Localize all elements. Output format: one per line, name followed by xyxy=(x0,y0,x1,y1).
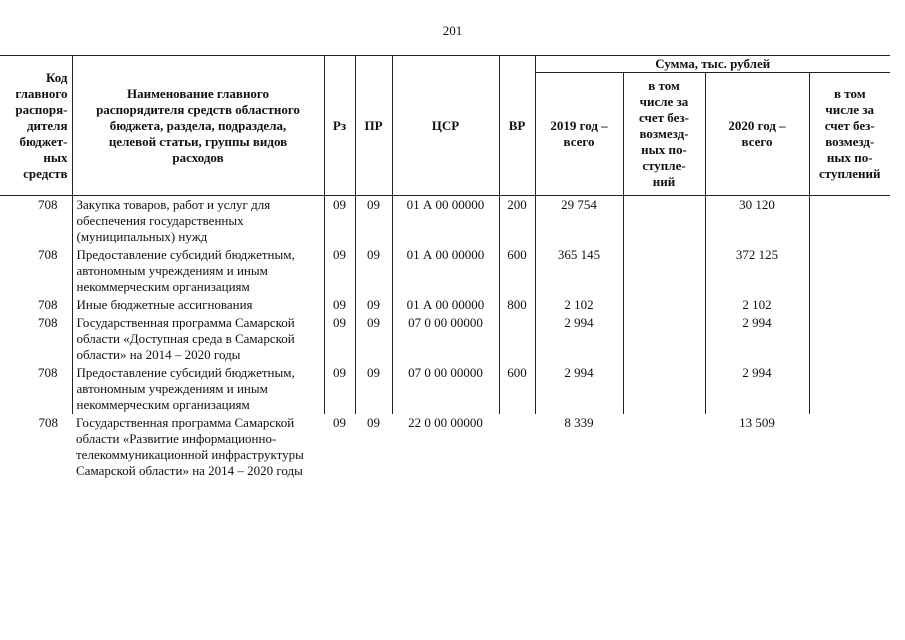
header-code: Код главного распоря- дителя бюджет- ных средств xyxy=(0,56,72,196)
table-row xyxy=(0,414,890,480)
row-name: Иные бюджетные ассигнования xyxy=(72,296,324,314)
header-pr: ПР xyxy=(355,56,392,196)
table-row xyxy=(0,196,890,247)
row-pr: 09 xyxy=(367,415,380,430)
row-2020-total: 2 102 xyxy=(705,296,809,314)
budget-table xyxy=(0,55,890,480)
row-2019-grant xyxy=(623,364,705,414)
row-code: 708 xyxy=(0,246,72,296)
row-vr xyxy=(499,314,535,364)
row-2019-total: 29 754 xyxy=(535,196,623,247)
row-2020-total: 2 994 xyxy=(705,314,809,364)
header-2019-grant: в том числе за счет без- возмезд- ных по- ступле- ний xyxy=(623,73,705,196)
row-pr: 09 xyxy=(355,314,392,364)
row-name: Предоставление субсидий бюджетным, автономным учреждениям и иным некоммерческим организациям xyxy=(72,364,324,414)
row-2020-total: 13 509 xyxy=(739,415,775,430)
row-name: Государственная программа Самарской области «Доступная среда в Самарской области» на 2014 – 2020 годы xyxy=(72,314,324,364)
row-vr: 200 xyxy=(499,196,535,247)
row-2019-total: 8 339 xyxy=(564,415,594,430)
row-pr: 09 xyxy=(355,296,392,314)
row-rz: 09 xyxy=(324,246,355,296)
row-vr: 800 xyxy=(499,296,535,314)
header-name: Наименование главного распорядителя средств областного бюджета, раздела, подраздела, целевой статьи, группы видов расходов xyxy=(72,56,324,196)
row-code: 708 xyxy=(0,296,72,314)
header-csr: ЦСР xyxy=(392,56,499,196)
row-2020-total: 2 994 xyxy=(705,364,809,414)
row-2020-grant xyxy=(809,296,890,314)
row-pr: 09 xyxy=(355,196,392,247)
row-rz: 09 xyxy=(324,296,355,314)
row-csr: 01 А 00 00000 xyxy=(392,196,499,247)
row-rz: 09 xyxy=(333,415,346,430)
row-rz: 09 xyxy=(324,314,355,364)
row-2020-grant xyxy=(809,314,890,364)
row-2019-grant xyxy=(623,414,705,480)
row-pr: 09 xyxy=(355,364,392,414)
row-csr: 01 А 00 00000 xyxy=(392,246,499,296)
row-2019-total: 2 102 xyxy=(535,296,623,314)
table-row xyxy=(0,314,890,364)
row-2020-grant xyxy=(809,364,890,414)
row-code: 708 xyxy=(0,196,72,247)
page-number: 201 xyxy=(442,23,463,38)
row-2019-total: 2 994 xyxy=(535,314,623,364)
header-sum: Сумма, тыс. рублей xyxy=(535,56,890,73)
header-vr: ВР xyxy=(499,56,535,196)
table-body xyxy=(0,196,890,481)
row-2019-total: 365 145 xyxy=(535,246,623,296)
row-2019-total: 2 994 xyxy=(535,364,623,414)
table-row xyxy=(0,296,890,314)
header-2019-total: 2019 год – всего xyxy=(535,73,623,196)
row-2019-grant xyxy=(623,246,705,296)
row-2019-grant xyxy=(623,296,705,314)
row-2020-grant xyxy=(809,414,890,480)
row-code: 708 xyxy=(0,364,72,414)
row-pr: 09 xyxy=(355,246,392,296)
row-2020-grant xyxy=(809,246,890,296)
row-rz: 09 xyxy=(324,364,355,414)
row-csr: 07 0 00 00000 xyxy=(392,314,499,364)
header-2020-total: 2020 год – всего xyxy=(705,73,809,196)
row-rz: 09 xyxy=(324,196,355,247)
row-name: Закупка товаров, работ и услуг для обеспечения государственных (муниципальных) нужд xyxy=(72,196,324,247)
row-vr: 600 xyxy=(499,364,535,414)
row-name: Предоставление субсидий бюджетным, автономным учреждениям и иным некоммерческим организациям xyxy=(72,246,324,296)
row-2020-grant xyxy=(809,196,890,247)
row-name: Государственная программа Самарской области «Развитие информационно-телекоммуникационной инфраструктуры Самарской области» на 2014 – 2020 годы xyxy=(76,415,304,478)
row-csr: 22 0 00 00000 xyxy=(408,415,483,430)
row-2020-total: 372 125 xyxy=(705,246,809,296)
row-vr: 600 xyxy=(499,246,535,296)
header-2020-grant: в том числе за счет без- возмезд- ных по- ступлений xyxy=(809,73,890,196)
row-2019-grant xyxy=(623,314,705,364)
row-csr: 01 А 00 00000 xyxy=(392,296,499,314)
table-row xyxy=(0,246,890,296)
row-csr: 07 0 00 00000 xyxy=(392,364,499,414)
row-code: 708 xyxy=(38,415,58,430)
row-code: 708 xyxy=(0,314,72,364)
table-row xyxy=(0,364,890,414)
header-rz: Рз xyxy=(324,56,355,196)
row-vr xyxy=(499,414,535,480)
row-2019-grant xyxy=(623,196,705,247)
row-2020-total: 30 120 xyxy=(705,196,809,247)
